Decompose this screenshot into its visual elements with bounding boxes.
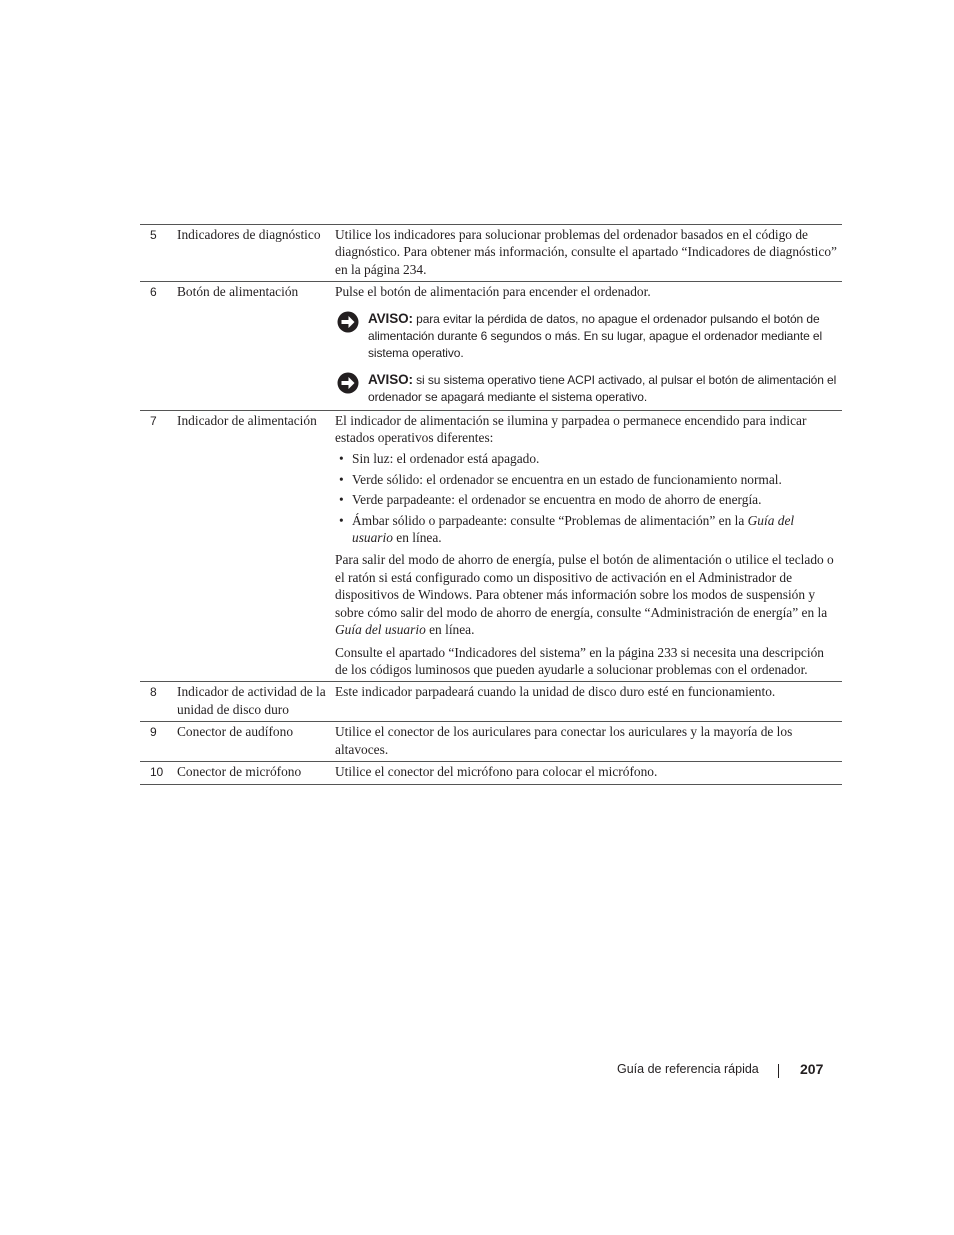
- bullet-icon: •: [339, 471, 344, 487]
- row-name: Conector de micrófono: [177, 761, 335, 784]
- notice-label: AVISO:: [368, 372, 413, 388]
- notice-arrow-icon: [337, 372, 359, 394]
- description-text: Utilice el conector del micrófono para colocar el micrófono.: [335, 763, 658, 779]
- row-name: Indicador de actividad de la unidad de disco duro: [177, 682, 335, 722]
- notice-text: si su sistema operativo tiene ACPI activado, al pulsar el botón de alimentación el ordenador se apagará mediante el sistema operativo.: [368, 373, 837, 405]
- description-text: Pulse el botón de alimentación para encender el ordenador.: [335, 284, 651, 300]
- notice-text: para evitar la pérdida de datos, no apague el ordenador pulsando el botón de alimentación durante 6 segundos o más. En su lugar, apague el ordenador mediante el sistema operativo.: [368, 311, 823, 361]
- row-description: [335, 410, 842, 682]
- status-list: [335, 450, 838, 546]
- row-name: Conector de audífono: [177, 722, 335, 762]
- footer-divider: [778, 1064, 779, 1078]
- row-number: 7: [140, 410, 177, 682]
- guide-title: Guía del usuario: [352, 512, 795, 546]
- row-number: 10: [140, 761, 177, 784]
- table-row: [140, 410, 842, 682]
- list-item: • Verde parpadeante: el ordenador se encuentra en modo de ahorro de energía.: [339, 492, 762, 508]
- reference-table: [140, 224, 842, 785]
- list-item: • Ámbar sólido o parpadeante: consulte “Problemas de alimentación” en la Guía del usuario en línea.: [339, 512, 795, 546]
- description-intro: El indicador de alimentación se ilumina y parpadea o permanece encendido para indicar estados operativos diferentes:: [335, 412, 807, 446]
- page-number: 207: [800, 1061, 824, 1077]
- row-number: 6: [140, 282, 177, 410]
- table-row: [140, 282, 842, 410]
- description-text: Utilice los indicadores para solucionar problemas del ordenador basados en el código de diagnóstico. Para obtener más información, consulte el apartado “Indicadores de diagnóstico” en la página 234.: [335, 227, 837, 277]
- bullet-icon: •: [339, 492, 344, 508]
- row-description: [335, 761, 842, 784]
- notice-block: [335, 371, 838, 406]
- notice-label: AVISO:: [368, 310, 413, 326]
- row-number: 5: [150, 228, 157, 242]
- row-number: 9: [140, 722, 177, 762]
- row-number: 8: [140, 682, 177, 722]
- table-row: [140, 761, 842, 784]
- list-item: • Verde sólido: el ordenador se encuentra en un estado de funcionamiento normal.: [339, 471, 782, 487]
- notice-arrow-icon: [337, 311, 359, 333]
- description-text: Para salir del modo de ahorro de energía, pulse el botón de alimentación o utilice el teclado o el ratón si está configurado como un dispositivo de activación en el Administrador de dispositivos de Windows. Para obtener más información sobre los modos de suspensión y sobre cómo salir del modo de ahorro de energía, consulte “Administración de energía” en la Guía del usuario en línea.: [335, 552, 834, 638]
- row-description: [335, 722, 842, 762]
- table-row: [140, 225, 842, 282]
- page-footer: [617, 1062, 827, 1082]
- description-text: Este indicador parpadeará cuando la unidad de disco duro esté en funcionamiento.: [335, 684, 776, 700]
- table-row: [140, 682, 842, 722]
- row-description: [335, 682, 842, 722]
- row-description: [335, 282, 842, 410]
- bullet-icon: •: [339, 451, 344, 467]
- row-description: [335, 225, 842, 282]
- list-item: • Sin luz: el ordenador está apagado.: [339, 451, 540, 467]
- description-text: Utilice el conector de los auriculares para conectar los auriculares y la mayoría de los altavoces.: [335, 724, 793, 757]
- table-row: [140, 722, 842, 762]
- bullet-icon: •: [339, 512, 344, 528]
- notice-block: [335, 310, 838, 363]
- footer-title: Guía de referencia rápida: [617, 1062, 759, 1076]
- guide-title: Guía del usuario: [335, 622, 426, 638]
- description-text: Consulte el apartado “Indicadores del sistema” en la página 233 si necesita una descripción de los códigos luminosos que pueden ayudarle a solucionar problemas con el ordenador.: [335, 644, 824, 677]
- row-name: Botón de alimentación: [177, 282, 335, 410]
- row-name: Indicador de alimentación: [177, 410, 335, 682]
- row-name: Indicadores de diagnóstico: [177, 227, 321, 242]
